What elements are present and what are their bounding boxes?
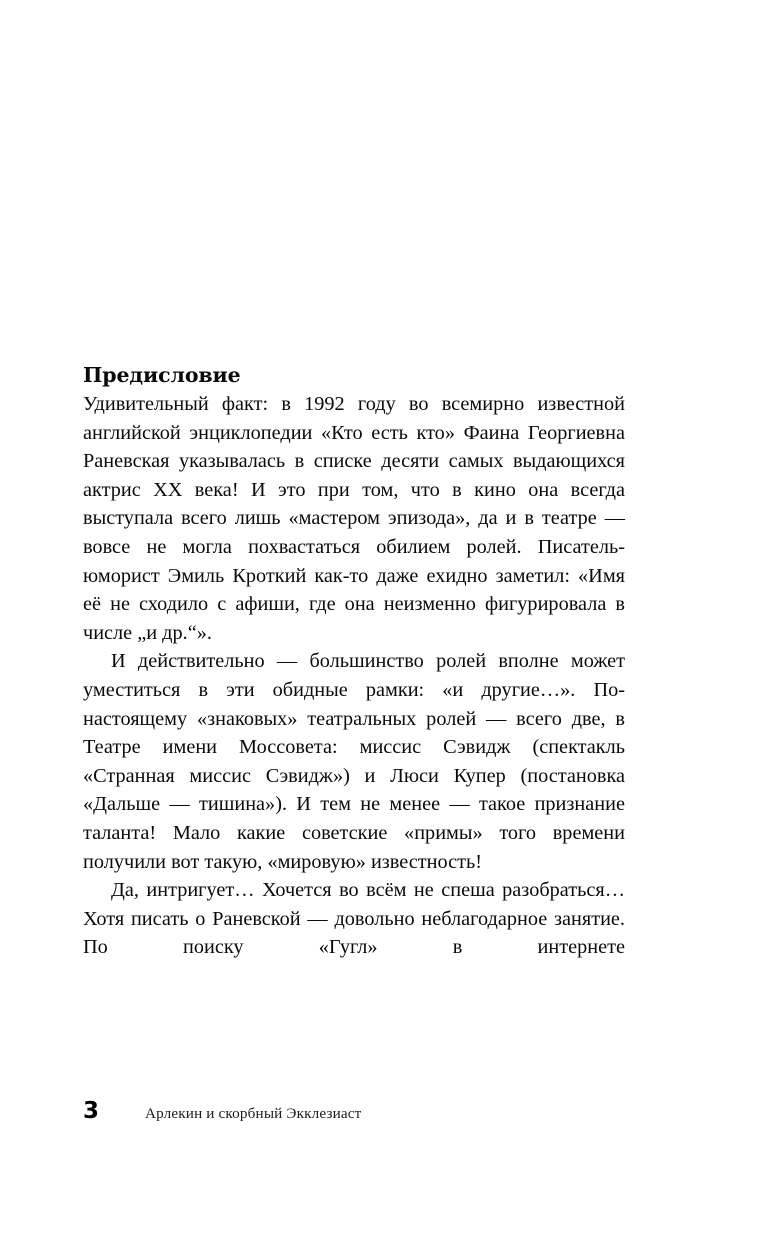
body-paragraph-1: Удивительный факт: в 1992 году во всемирно известной английской энциклопедии «Кто есть кто» Фаина Георгиевна Раневская указывалась в списке десяти самых выдающихся актрис XX века! И это при том, что в кино она всегда выступала всего лишь «мастером эпизода», да и в театре — вовсе не могла похвастаться обилием ролей. Писатель-юморист Эмиль Кроткий как-то даже ехидно заметил: «Имя её не сходило с афиши, где она неизменно фигурировала в числе „и др.“».: [83, 393, 625, 644]
body-paragraph-2: И действительно — большинство ролей вполне может уместиться в эти обидные рамки: «и другие…». По-настоящему «знаковых» театральных ролей — всего две, в Театре имени Моссовета: миссис Сэвидж (спектакль «Странная миссис Сэвидж») и Люси Купер (постановка «Дальше — тишина»). И тем не менее — такое признание таланта! Мало какие советские «примы» того времени получили вот такую, «мировую» известность!: [83, 650, 625, 873]
running-head: Арлекин и скорбный Экклезиаст: [145, 1105, 362, 1122]
page-title: Предисловие: [83, 363, 241, 387]
text-column: [83, 361, 625, 991]
page-number: 3: [83, 1098, 100, 1124]
body-paragraph-3: Да, интригует… Хочется во всём не спеша разобраться… Хотя писать о Раневской — довольно неблагодарное занятие. По поиску «Гугл» в интернете: [83, 879, 625, 959]
page-footer: [83, 1098, 643, 1127]
